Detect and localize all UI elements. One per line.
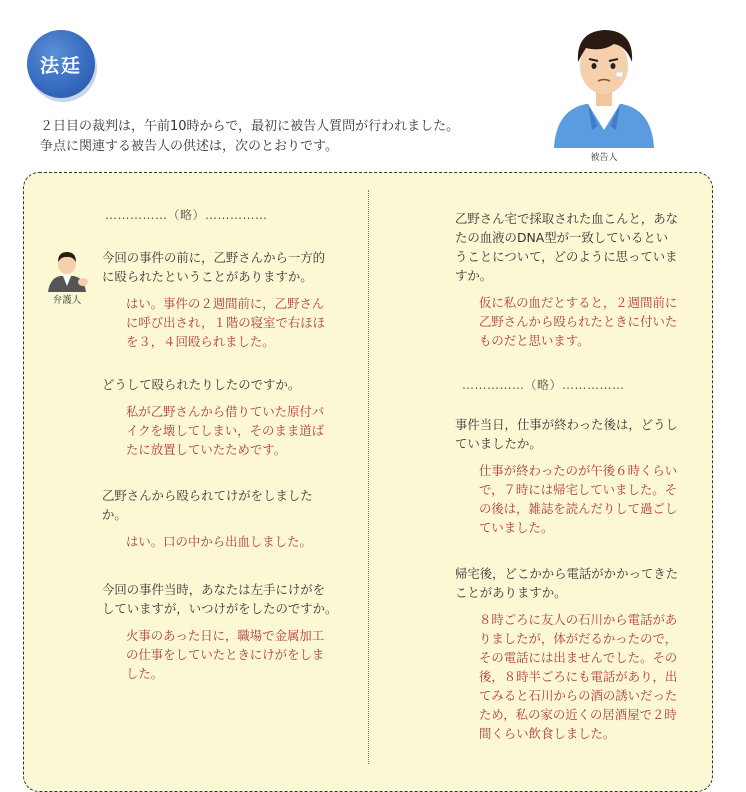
question-line: 今回の事件の前に，乙野さんから一方的 bbox=[102, 250, 326, 265]
answer-line: てみると石川からの酒の誘いだった bbox=[479, 688, 678, 703]
answer-line: ため，私の家の近くの居酒屋で２時 bbox=[479, 707, 677, 722]
answer-line: ８時ごろに友人の石川から電話があ bbox=[479, 612, 678, 627]
defendant-figure-icon bbox=[546, 18, 662, 150]
answer-line: の仕事をしていたときにけがをしま bbox=[126, 647, 325, 662]
question-line: ていましたか。 bbox=[455, 436, 542, 451]
lawyer-illustration bbox=[44, 248, 94, 308]
answer-line: 仮に私の血だとすると，２週間前に bbox=[479, 295, 678, 310]
defendant-illustration bbox=[546, 18, 662, 168]
answer-line: たに放置していたためです。 bbox=[126, 442, 287, 457]
answer-line: 間くらい飲食しました。 bbox=[479, 726, 616, 741]
question-line: 事件当日，仕事が終わった後は，どうし bbox=[455, 417, 678, 432]
lawyer-figure-icon bbox=[44, 248, 90, 292]
question-line: 乙野さん宅で採取された血こんと，あな bbox=[455, 211, 679, 226]
answer-line: 火事のあった日に，職場で金属加工 bbox=[126, 628, 325, 643]
omitted-marker: ……………（略）…………… bbox=[462, 378, 625, 392]
answer-line: その電話には出ませんでした。その bbox=[479, 650, 678, 665]
question-line: 今回の事件当時，あなたは左手にけがを bbox=[102, 582, 326, 597]
question-line: ことがありますか。 bbox=[455, 585, 567, 600]
column-divider bbox=[368, 190, 369, 764]
intro-line: ２日目の裁判は，午前10時からで，最初に被告人質問が行われました。 bbox=[40, 119, 460, 134]
omitted-marker: ……………（略）…………… bbox=[105, 208, 268, 222]
question-line: に殴られたということがありますか。 bbox=[102, 269, 313, 284]
answer-line: した。 bbox=[126, 666, 164, 681]
answer-line: イクを壊してしまい，そのまま道ば bbox=[126, 423, 325, 438]
courtroom-badge: 法廷 bbox=[27, 30, 95, 98]
answer-line: ていました。 bbox=[479, 520, 554, 535]
question-line: していますが，いつけがをしたのですか。 bbox=[102, 601, 338, 616]
answer-line: はい。口の中から出血しました。 bbox=[126, 534, 312, 549]
defendant-label: 被告人 bbox=[590, 153, 618, 163]
answer-line: で，７時には帰宅していました。そ bbox=[479, 482, 678, 497]
answer-line: の後は，雑誌を読んだりして過ごし bbox=[479, 501, 678, 516]
answer-line: を３，４回殴られました。 bbox=[126, 334, 275, 349]
answer-line: ものだと思います。 bbox=[479, 333, 590, 348]
question-line: 乙野さんから殴られてけがをしました bbox=[102, 488, 313, 503]
question-line: たの血液のDNA型が一致しているとい bbox=[455, 230, 669, 245]
answer-line: 仕事が終わったのが午後６時くらい bbox=[479, 463, 678, 478]
answer-line: はい。事件の２週間前に，乙野さん bbox=[126, 296, 325, 311]
answer-line: 私が乙野さんから借りていた原付バ bbox=[126, 404, 325, 419]
answer-line: りましたが，体がだるかったので， bbox=[479, 631, 678, 646]
question-line: すか。 bbox=[455, 268, 493, 283]
intro-text bbox=[40, 117, 540, 157]
answer-line: 乙野さんから殴られたときに付いた bbox=[479, 314, 678, 329]
question-line: 帰宅後，どこかから電話がかかってきた bbox=[455, 566, 679, 581]
question-line: か。 bbox=[102, 507, 127, 522]
question-line: うことについて，どのように思っていま bbox=[455, 249, 678, 264]
intro-line: 争点に関連する被告人の供述は，次のとおりです。 bbox=[40, 139, 338, 154]
question-line: どうして殴られたりしたのですか。 bbox=[102, 377, 301, 392]
answer-line: に呼び出され，１階の寝室で右ほほ bbox=[126, 315, 325, 330]
lawyer-label: 弁護人 bbox=[52, 295, 82, 306]
answer-line: 後，８時半ごろにも電話があり，出 bbox=[479, 669, 678, 684]
